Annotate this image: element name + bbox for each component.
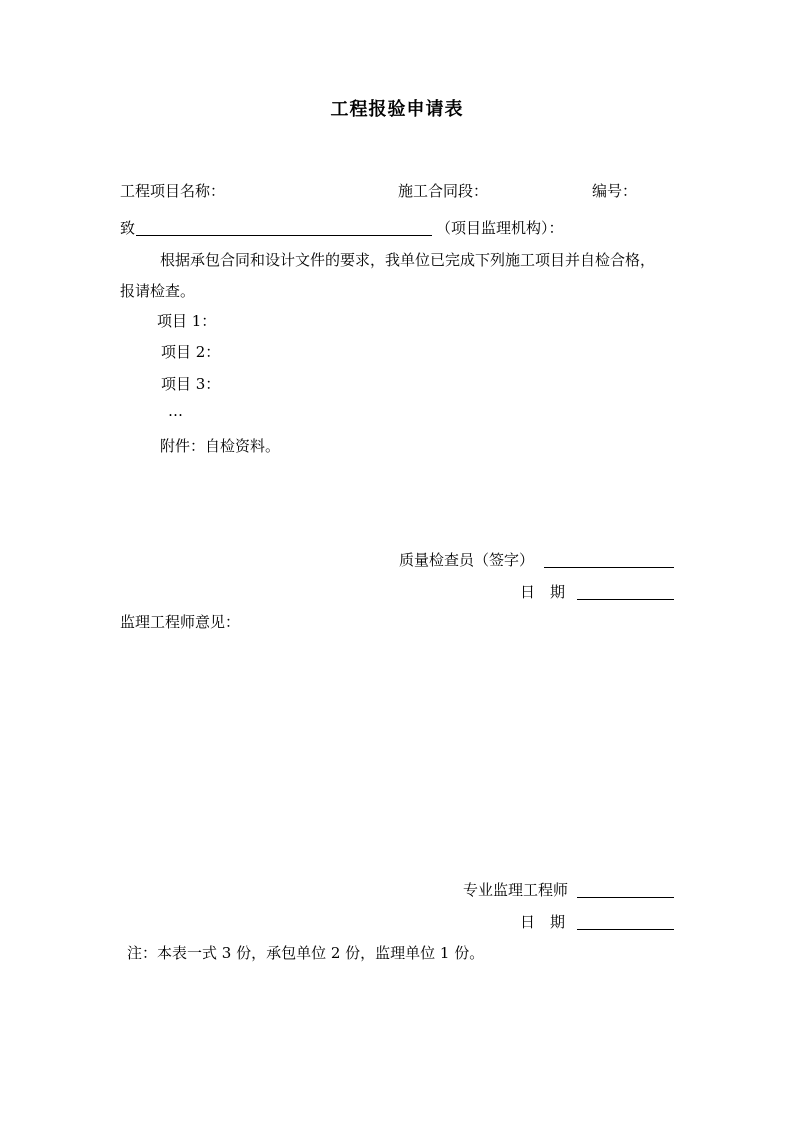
body-text-line-1: 根据承包合同和设计文件的要求，我单位已完成下列施工项目并自检合格， xyxy=(160,251,656,269)
inspector-date-underline xyxy=(577,599,674,600)
attachment-label: 附件：自检资料。 xyxy=(160,437,281,455)
page-title: 工程报验申请表 xyxy=(330,99,464,120)
supervisor-org-underline xyxy=(136,235,432,236)
engineer-date-underline xyxy=(577,929,674,930)
inspector-signature-label: 质量检查员（签字） xyxy=(399,551,535,569)
to-suffix: （项目监理机构）： xyxy=(436,219,564,237)
engineer-signature-underline xyxy=(577,897,674,898)
engineer-signature-label: 专业监理工程师 xyxy=(463,881,569,899)
number-label: 编号： xyxy=(592,182,638,200)
item-1: 项目 1： xyxy=(157,312,217,330)
ellipsis: … xyxy=(168,402,183,420)
inspector-signature-underline xyxy=(544,567,674,568)
engineer-opinion-label: 监理工程师意见： xyxy=(120,613,241,631)
body-text-line-2: 报请检查。 xyxy=(120,282,196,300)
engineer-date-label: 日 期 xyxy=(520,913,566,931)
inspector-date-label: 日 期 xyxy=(520,583,566,601)
contract-section-label: 施工合同段： xyxy=(398,182,489,200)
footnote: 注：本表一式 3 份，承包单位 2 份，监理单位 1 份。 xyxy=(127,944,485,962)
item-2: 项目 2： xyxy=(161,343,221,361)
project-name-label: 工程项目名称： xyxy=(120,182,226,200)
to-prefix: 致 xyxy=(120,219,136,237)
item-3: 项目 3： xyxy=(161,375,221,393)
